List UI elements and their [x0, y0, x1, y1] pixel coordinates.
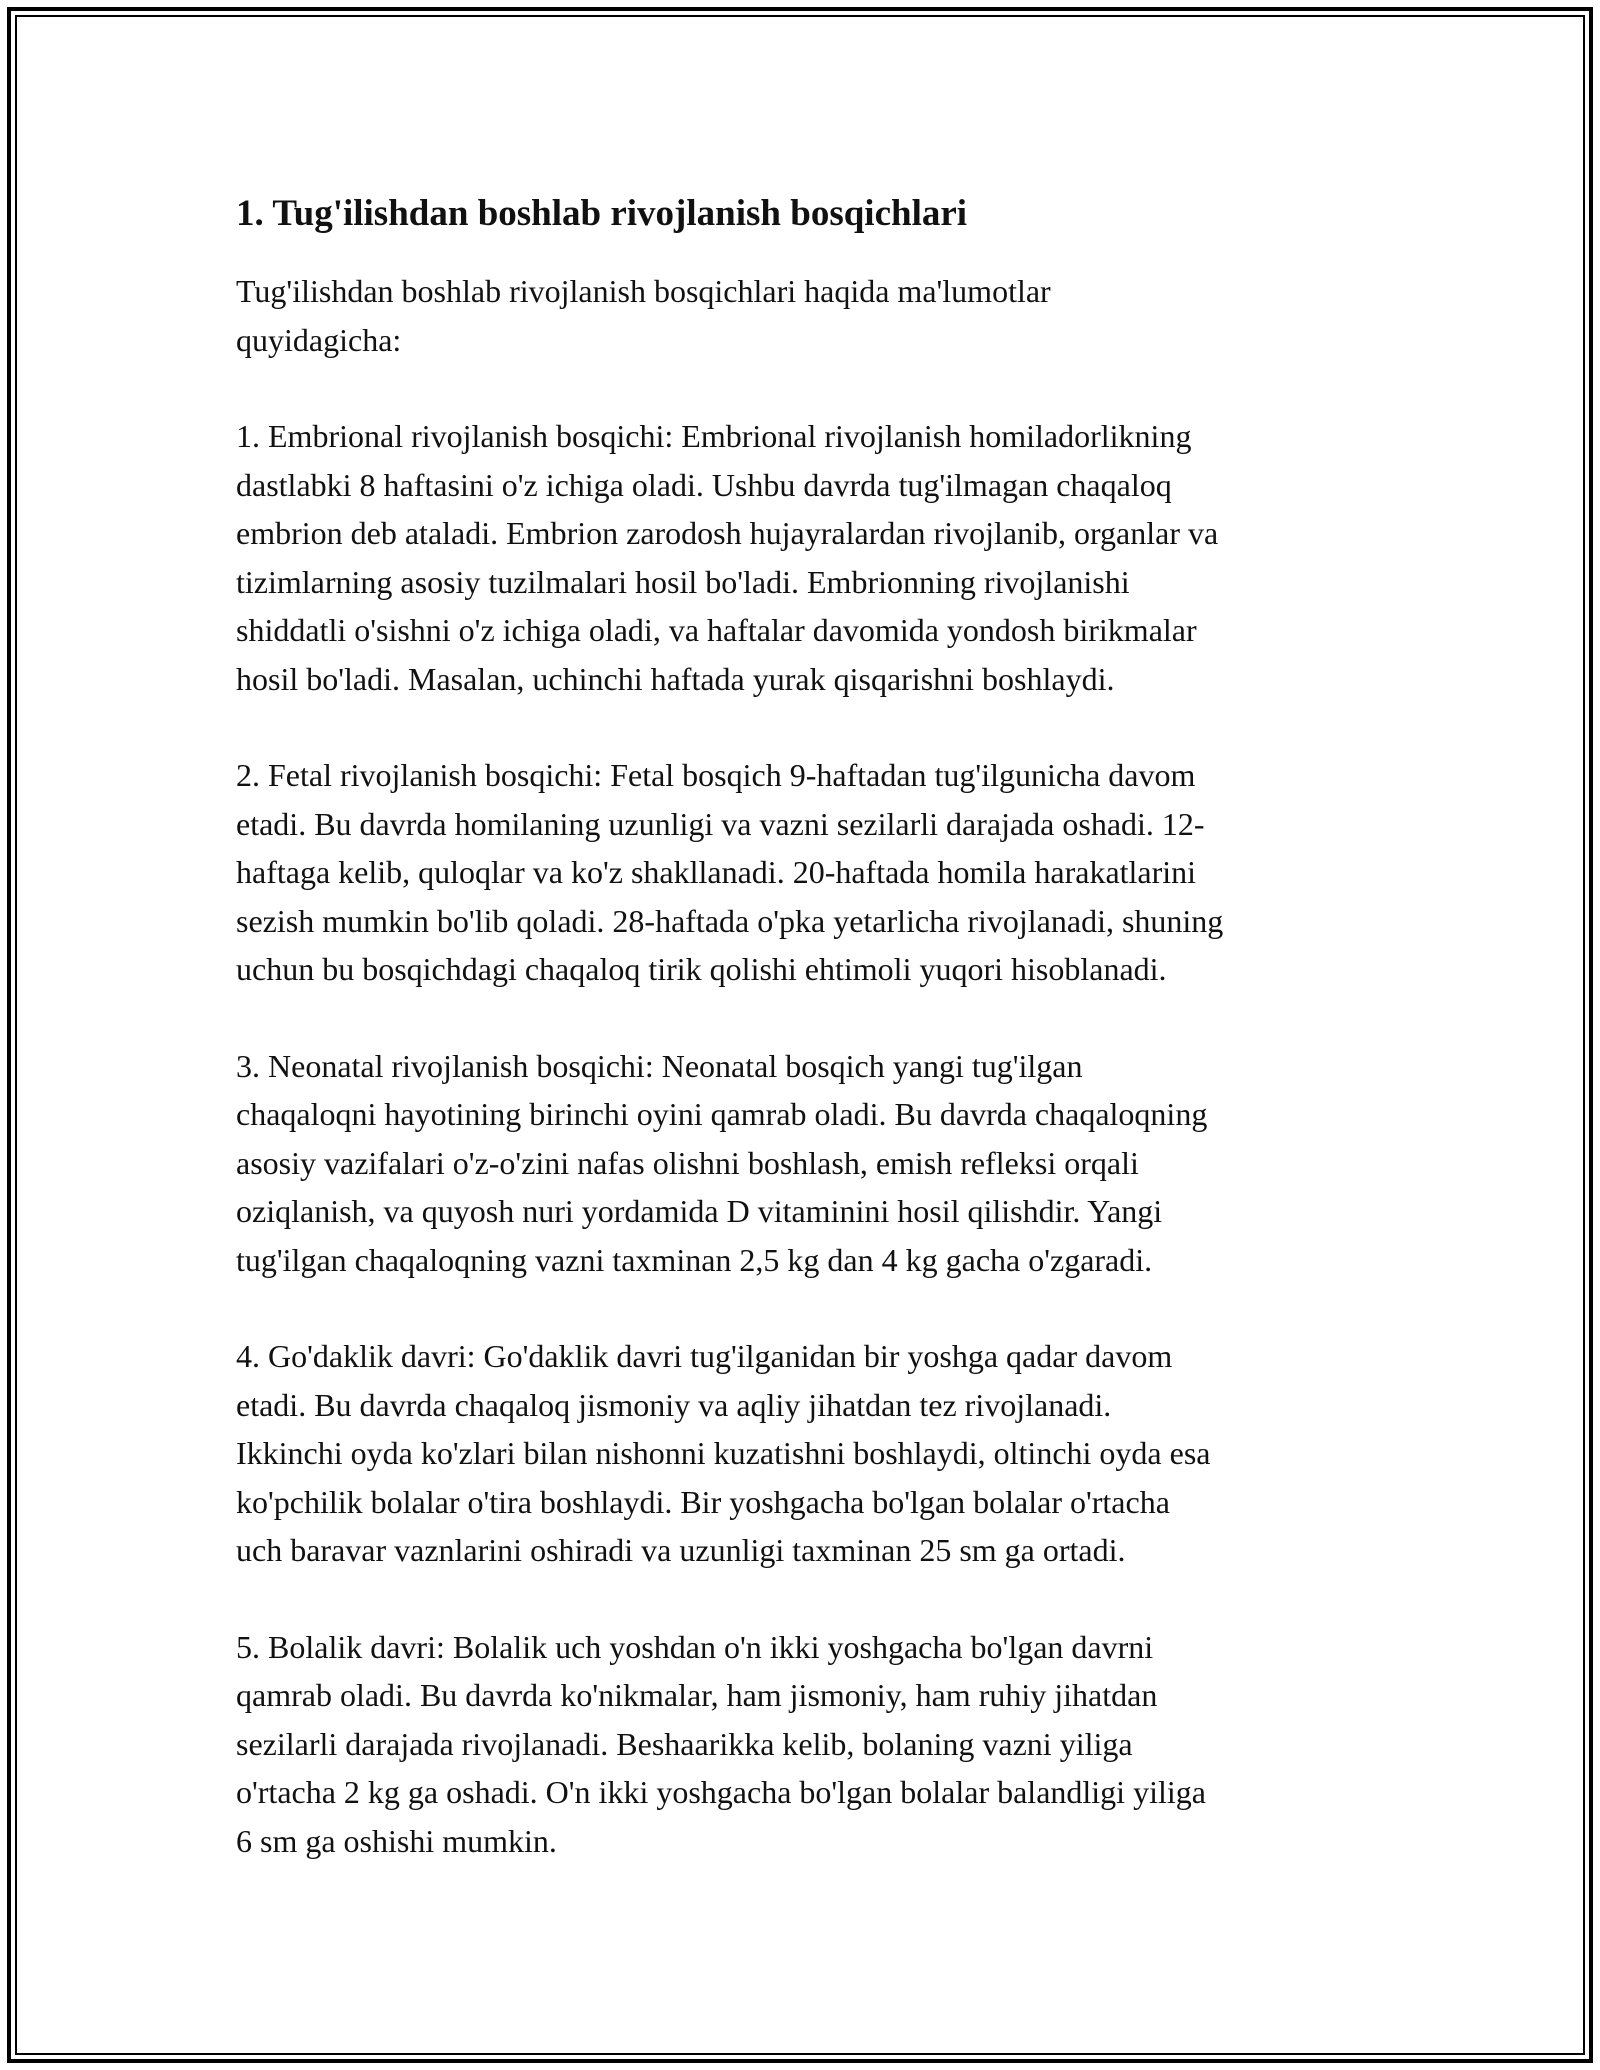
paragraph-neonatal-stage: 3. Neonatal rivojlanish bosqichi: Neonatal bosqich yangi tug'ilgan chaqaloqni hayotining birinchi oyini qamrab oladi. Bu davrda chaqaloqning asosiy vazifalari o'z-o'zini nafas olishni boshlash, emish refleksi orqali oziqlanish, va quyosh nuri yordamida D vitaminini hosil qilishdir. Yangi tug'ilgan chaqaloqning vazni taxminan 2,5 kg dan 4 kg gacha o'zgaradi.	[236, 1047, 1208, 1278]
intro-paragraph: Tug'ilishdan boshlab rivojlanish bosqichlari haqida ma'lumotlar quyidagicha:	[236, 273, 1051, 358]
paragraph-childhood-stage: 5. Bolalik davri: Bolalik uch yoshdan o'n ikki yoshgacha bo'lgan davrni qamrab oladi. Bu davrda ko'nikmalar, ham jismoniy, ham ruhiy jihatdan sezilarli darajada rivojlanadi. Beshaarikka kelib, bolaning vazni yiliga o'rtacha 2 kg ga oshadi. O'n ikki yoshgacha bo'lgan bolalar balandligi yiliga 6 sm ga oshishi mumkin.	[236, 1628, 1206, 1859]
paragraph-embrional-stage: 1. Embrional rivojlanish bosqichi: Embrional rivojlanish homiladorlikning dastlabki 8 haftasini o'z ichiga oladi. Ushbu davrda tug'ilmagan chaqaloq embrion deb ataladi. Embrion zarodosh hujayralardan rivojlanib, organlar va tizimlarning asosiy tuzilmalari hosil bo'ladi. Embrionning rivojlanishi shiddatli o'sishni o'z ichiga oladi, va haftalar davomida yondosh birikmalar hosil bo'ladi. Masalan, uchinchi haftada yurak qisqarishni boshlaydi.	[236, 418, 1219, 697]
paragraph-fetal-stage: 2. Fetal rivojlanish bosqichi: Fetal bosqich 9-haftadan tug'ilgunicha davom etadi. Bu davrda homilaning uzunligi va vazni sezilarli darajada oshadi. 12- haftaga kelib, quloqlar va ko'z shakllanadi. 20-haftada homila harakatlarini sezish mumkin bo'lib qoladi. 28-haftada o'pka yetarlicha rivojlanadi, shuning uchun bu bosqichdagi chaqaloq tirik qolishi ehtimoli yuqori hisoblanadi.	[236, 757, 1224, 987]
document-body	[236, 186, 1376, 1913]
document-title: 1. Tug'ilishdan boshlab rivojlanish bosqichlari	[236, 193, 968, 234]
paragraph-infancy-stage: 4. Go'daklik davri: Go'daklik davri tug'ilganidan bir yoshga qadar davom etadi. Bu davrda chaqaloq jismoniy va aqliy jihatdan tez rivojlanadi. Ikkinchi oyda ko'zlari bilan nishonni kuzatishni boshlaydi, oltinchi oyda esa ko'pchilik bolalar o'tira boshlaydi. Bir yoshgacha bo'lgan bolalar o'rtacha uch baravar vaznlarini oshiradi va uzunligi taxminan 25 sm ga ortadi.	[236, 1338, 1211, 1568]
